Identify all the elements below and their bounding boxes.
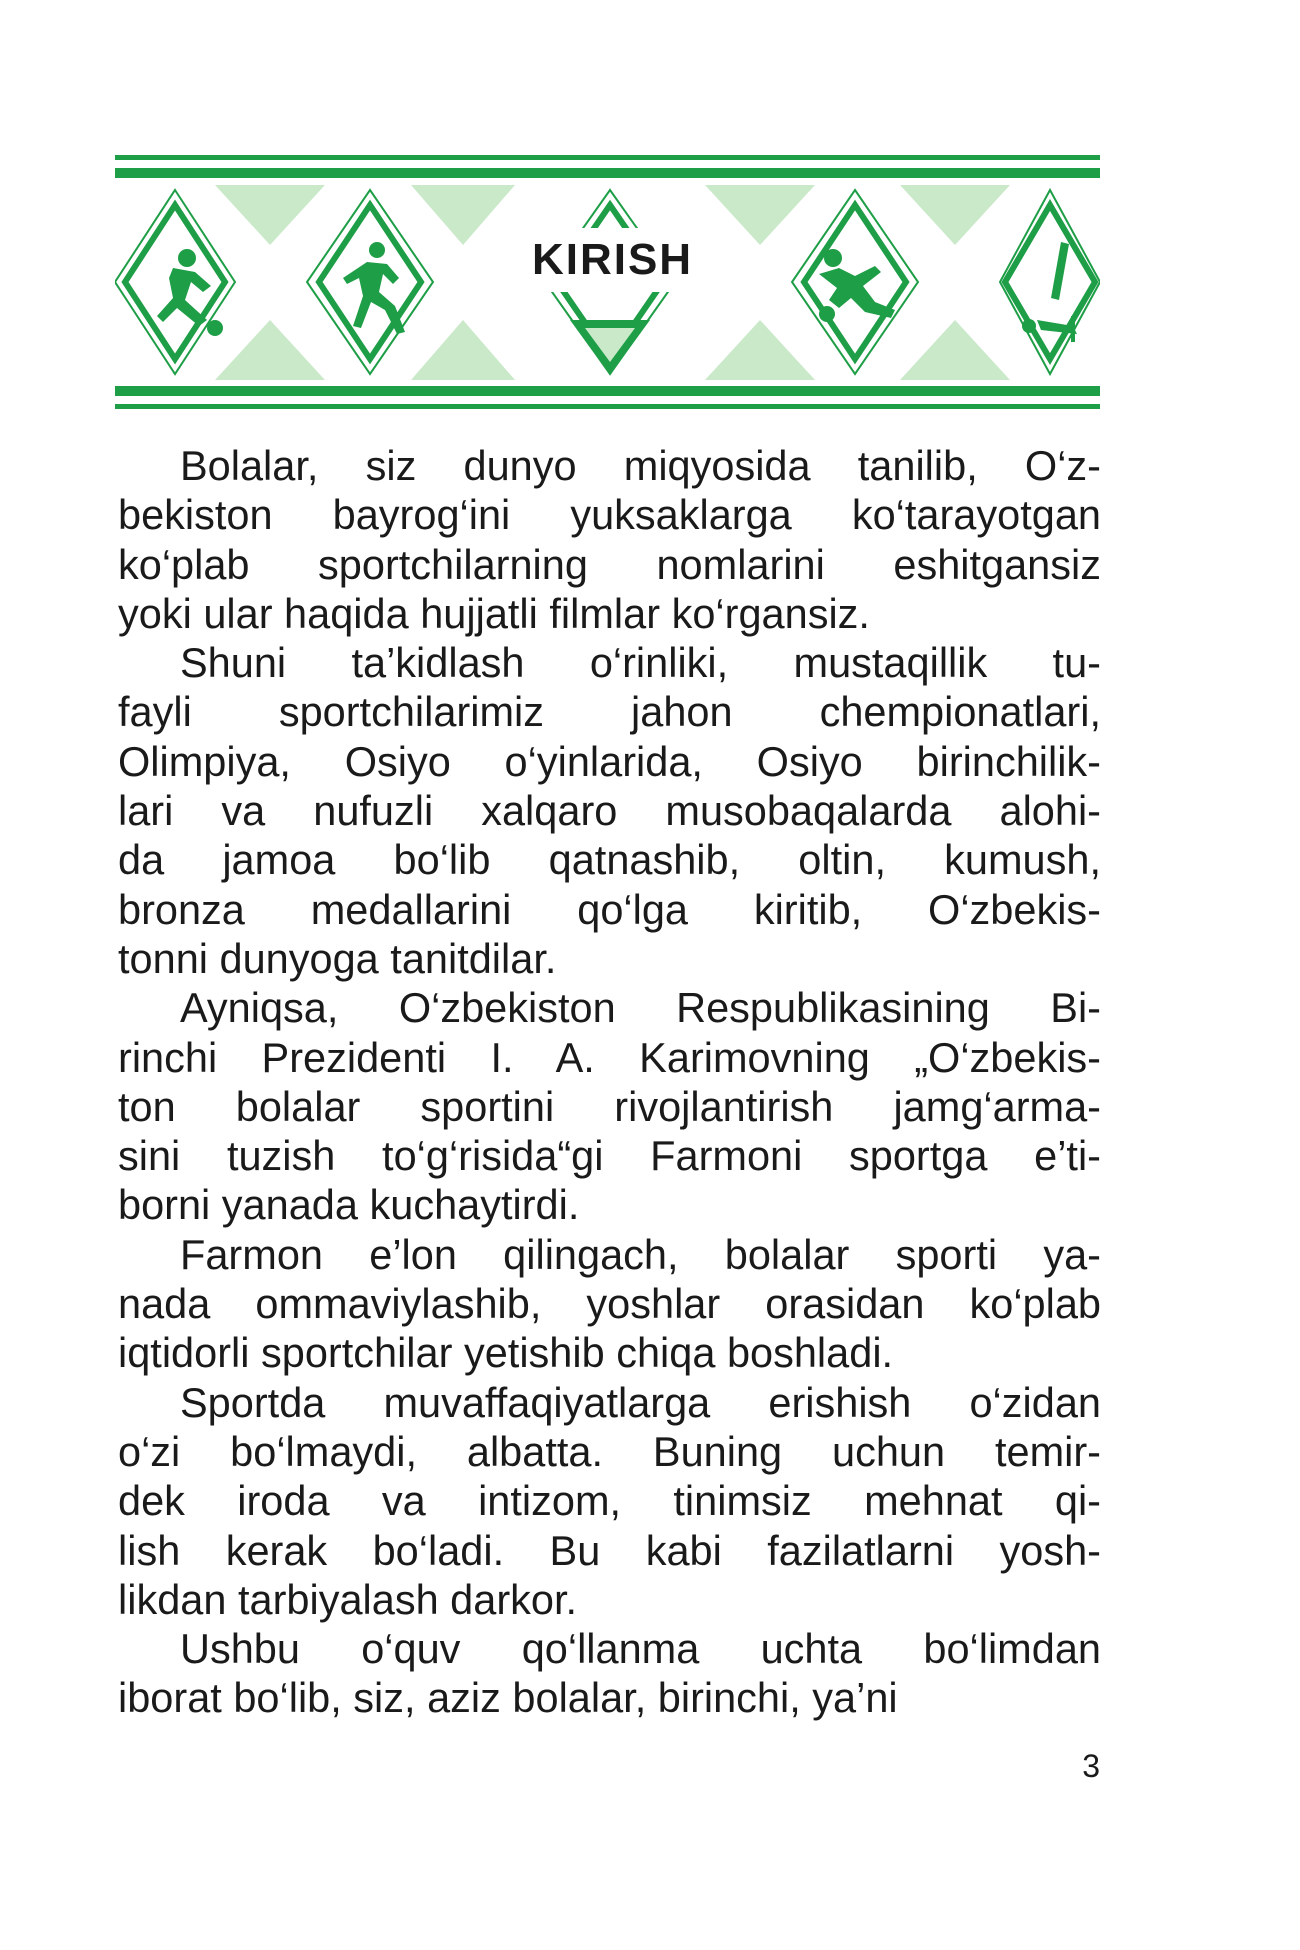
body-text	[118, 441, 1101, 1723]
paragraph	[118, 638, 1101, 983]
paragraph	[118, 983, 1101, 1229]
chapter-title: KIRISH	[531, 235, 694, 284]
handball-player-icon	[819, 249, 895, 322]
paragraph	[118, 1230, 1101, 1378]
runner-icon	[343, 242, 405, 334]
text-line: Bolalar, siz dunyo miqyosida tanilib, O‘z-	[180, 442, 1101, 489]
paragraph	[118, 441, 1101, 638]
text-line: ko‘plab sportchilarning nomlarini eshitgansiz	[118, 540, 1101, 588]
text-line: da jamoa bo‘lib qatnashib, oltin, kumush,	[118, 836, 1101, 884]
text-line: bekiston bayrog‘ini yuksaklarga ko‘tarayotgan	[118, 491, 1101, 539]
top-stripe-thick	[115, 168, 1100, 178]
text-line: Olimpiya, Osiyo o‘yinlarida, Osiyo birinchilik-	[118, 737, 1101, 785]
paragraph	[118, 1378, 1101, 1624]
text-line: iborat bo‘lib, siz, aziz bolalar, birinchi, ya’ni	[118, 1674, 898, 1722]
page-number: 3	[1082, 1748, 1100, 1784]
text-line: iqtidorli sportchilar yetishib chiqa boshladi.	[118, 1329, 894, 1377]
top-stripe	[115, 155, 1100, 160]
paragraph	[118, 1624, 1101, 1723]
text-line: ton bolalar sportini rivojlantirish jamg‘arma-	[118, 1082, 1101, 1130]
text-line: Ushbu o‘quv qo‘llanma uchta bo‘limdan	[180, 1625, 1101, 1673]
text-line: Ayniqsa, O‘zbekiston Respublikasining Bi-	[180, 984, 1101, 1032]
text-line: yoki ular haqida hujjatli filmlar ko‘rgansiz.	[118, 589, 870, 637]
chapter-title-box	[505, 228, 720, 292]
text-line: lish kerak bo‘ladi. Bu kabi fazilatlarni yosh-	[118, 1526, 1101, 1574]
text-line: bronza medallarini qo‘lga kiritib, O‘zbekis-	[118, 885, 1101, 933]
text-line: lari va nufuzli xalqaro musobaqalarda alohi-	[118, 787, 1101, 835]
text-line: fayli sportchilarimiz jahon chempionatlari,	[118, 688, 1101, 736]
bottom-stripe-thick	[115, 386, 1100, 396]
text-line: o‘zi bo‘lmaydi, albatta. Buning uchun temir-	[118, 1427, 1101, 1475]
text-line: rinchi Prezidenti I. A. Karimovning „O‘zbekis-	[118, 1033, 1101, 1081]
text-line: sini tuzish to‘g‘risida“gi Farmoni sportga e’ti-	[118, 1132, 1101, 1180]
bottom-stripe	[115, 404, 1100, 409]
chapter-banner	[115, 150, 1100, 415]
text-line: dek iroda va intizom, tinimsiz mehnat qi-	[118, 1477, 1101, 1525]
text-line: likdan tarbiyalash darkor.	[118, 1575, 578, 1623]
gymnast-icon	[1022, 242, 1077, 342]
text-line: Shuni ta’kidlash o‘rinliki, mustaqillik tu-	[180, 639, 1101, 687]
text-line: tonni dunyoga tanitdilar.	[118, 934, 557, 982]
text-line: nada ommaviylashib, yoshlar orasidan ko‘plab	[118, 1280, 1101, 1328]
text-line: borni yanada kuchaytirdi.	[118, 1181, 580, 1229]
text-line: Sportda muvaffaqiyatlarga erishish o‘zidan	[180, 1378, 1101, 1426]
text-line: Farmon e’lon qilingach, bolalar sporti ya-	[180, 1230, 1101, 1278]
